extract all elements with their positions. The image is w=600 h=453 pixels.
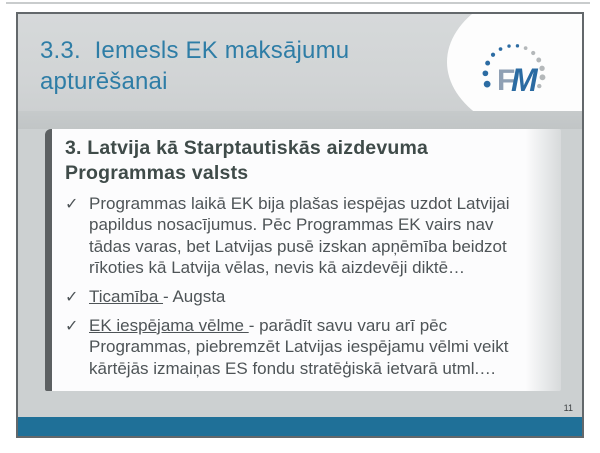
bullet-text: [89, 193, 535, 279]
scan-artifact-line: [6, 2, 590, 4]
checkmark-icon: ✓: [65, 195, 79, 213]
bullet-rest: Programmas laikā EK bija plašas iespējas uzdot Latvijai papildus nosacījumus. Pēc Programmas EK vairs nav tādas varas, bet Latvijas pusē izskan apņēmība beidzot rīkoties kā Latvija vēlas, nevis kā aizdevēji diktē…: [89, 193, 510, 278]
bullet-item: [65, 193, 535, 279]
slide-title: 3.3. Iemesls EK maksājumu apturēšanai: [40, 37, 357, 96]
logo-letter-f: F: [497, 64, 516, 97]
bullet-text: [89, 286, 225, 308]
presentation-slide: [16, 12, 584, 438]
bullet-item: [65, 286, 535, 308]
content-box: [45, 129, 561, 391]
header-divider-band: [18, 111, 582, 129]
content-heading: 3. Latvija kā Starptautiskās aizdevuma Programmas valsts: [65, 137, 429, 185]
checkmark-icon: ✓: [65, 317, 79, 335]
page-number: 11: [563, 403, 573, 413]
slide-header: [18, 14, 582, 111]
bullet-text: [89, 315, 535, 380]
bullet-lead-underlined: Ticamība: [89, 287, 164, 306]
checkmark-icon: ✓: [65, 289, 79, 306]
fm-ministry-logo: [470, 28, 558, 108]
footer-accent-bar: [18, 417, 582, 436]
bullet-lead-underlined: EK iespējama vēlme: [89, 315, 249, 335]
logo-letter-m: M: [511, 62, 538, 98]
bullet-rest: - Augsta: [163, 287, 226, 306]
bullet-rest: - parādīt savu varu arī pēc Programmas, piebremzēt Latvijas iespējamu vēlmi veikt kārtējās izmaiņas ES fondu stratēģiskā ietvarā utml.…: [89, 315, 509, 378]
bullet-item: [65, 315, 535, 380]
